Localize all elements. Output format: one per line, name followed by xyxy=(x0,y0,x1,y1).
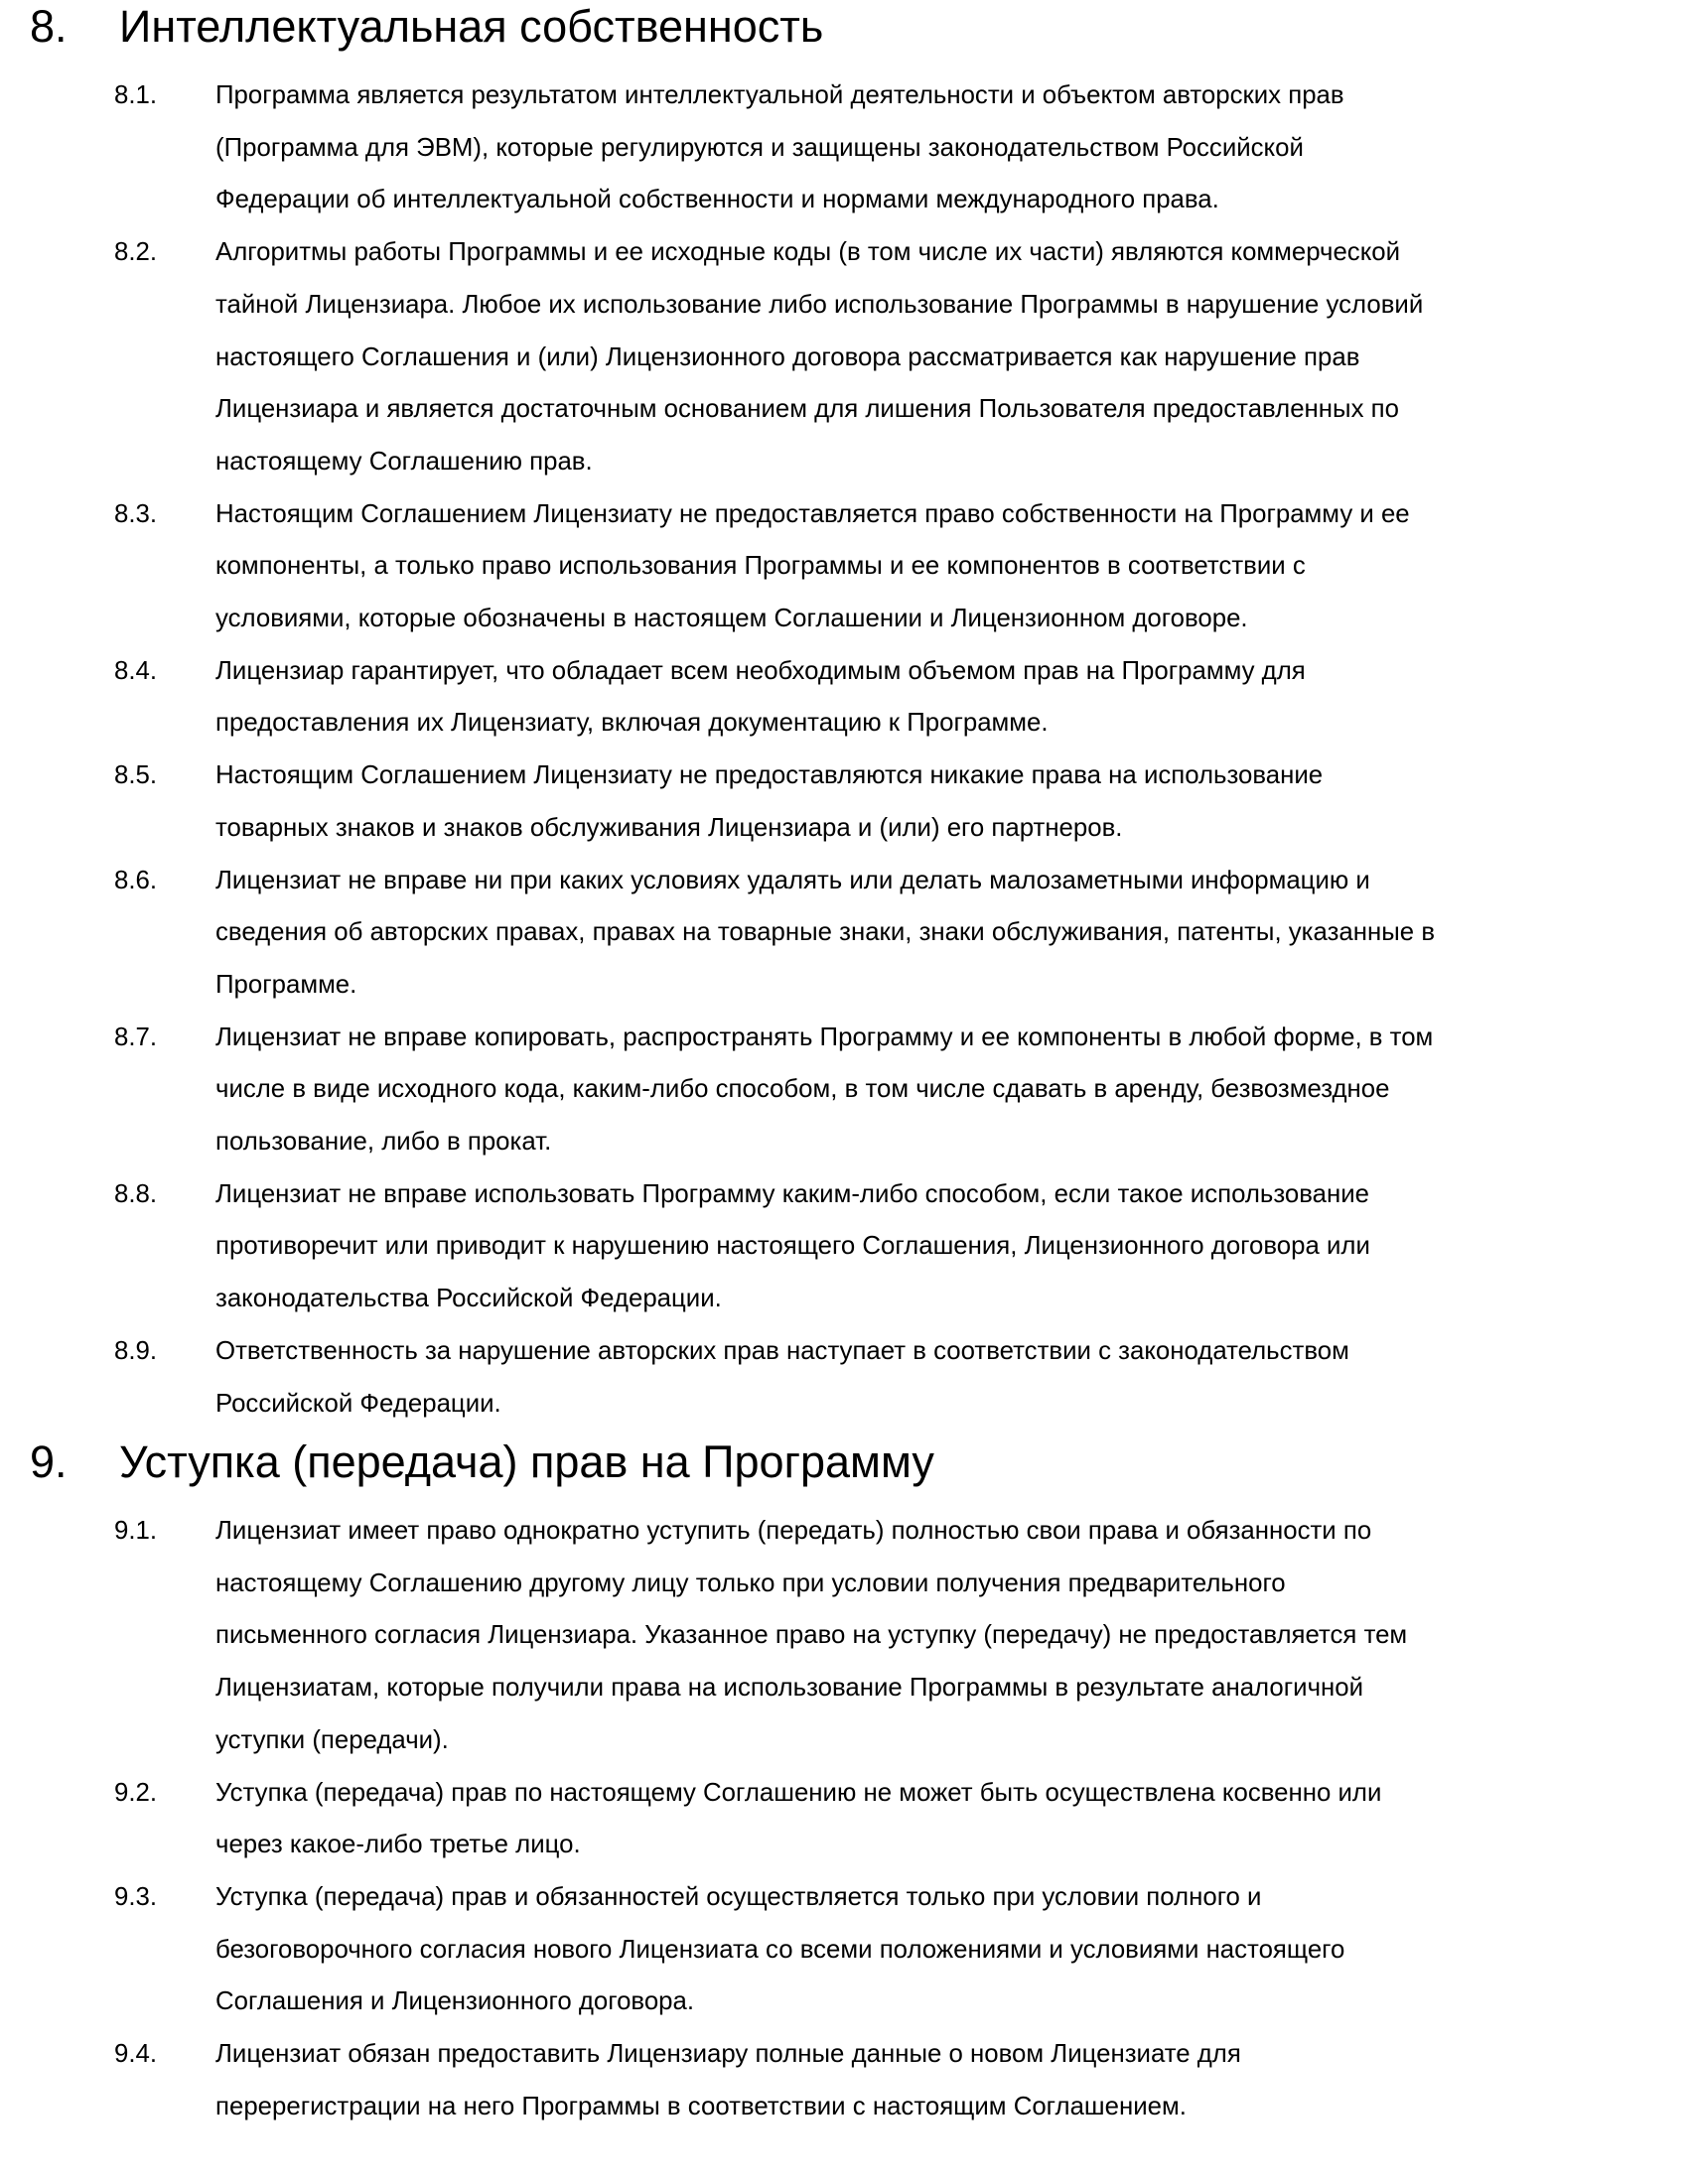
clause-item xyxy=(0,750,1688,854)
clause-item xyxy=(0,488,1688,645)
clause-text-line: настоящего Соглашения и (или) Лицензионного договора рассматривается как нарушение прав xyxy=(215,342,1360,371)
section-assignment-of-rights xyxy=(0,1437,1688,2132)
clause-text-line: Соглашения и Лицензионного договора. xyxy=(215,1987,695,2016)
clause-text xyxy=(215,1505,1688,1767)
clause-text-line: безоговорочного согласия нового Лицензиата со всеми положениями и условиями настоящего xyxy=(215,1935,1345,1964)
clause-item xyxy=(0,1871,1688,2028)
clause-text-line: Лицензиат не вправе ни при каких условиях удалять или делать малозаметными информацию и xyxy=(215,866,1370,894)
clause-text-line: Лицензиат не вправе копировать, распространять Программу и ее компоненты в любой форме, в том xyxy=(215,1023,1434,1051)
section-title: Интеллектуальная собственность xyxy=(119,1,824,52)
clause-list xyxy=(0,69,1688,1430)
clause-list xyxy=(0,1505,1688,2132)
clause-text-line: числе в виде исходного кода, каким-либо способом, в том числе сдавать в аренду, безвозмездное xyxy=(215,1075,1390,1104)
clause-text-line: сведения об авторских правах, правах на товарные знаки, знаки обслуживания, патенты, указанные в xyxy=(215,918,1436,947)
clause-item xyxy=(0,226,1688,488)
clause-text-line: настоящему Соглашению другому лицу только при условии получения предварительного xyxy=(215,1569,1286,1597)
clause-text-line: предоставления их Лицензиату, включая документацию к Программе. xyxy=(215,709,1049,738)
clause-text-line: Настоящим Соглашением Лицензиату не предоставляется право собственности на Программу и ее xyxy=(215,499,1410,528)
clause-number: 9.4. xyxy=(114,2040,158,2069)
clause-text-line: противоречит или приводит к нарушению настоящего Соглашения, Лицензионного договора или xyxy=(215,1232,1370,1261)
clause-text-line: (Программа для ЭВМ), которые регулируются и защищены законодательством Российской xyxy=(215,133,1304,162)
clause-text xyxy=(215,645,1688,750)
clause-number: 8.1. xyxy=(114,81,158,109)
clause-text xyxy=(215,69,1688,226)
clause-text-line: Лицензиат не вправе использовать Программу каким-либо способом, если такое использование xyxy=(215,1179,1369,1208)
clause-item xyxy=(0,69,1688,226)
clause-text xyxy=(215,1871,1688,2028)
clause-number: 8.7. xyxy=(114,1023,158,1051)
clause-text-line: Настоящим Соглашением Лицензиату не предоставляются никакие права на использование xyxy=(215,761,1324,790)
clause-text-line: Программе. xyxy=(215,970,357,999)
clause-item xyxy=(0,1505,1688,1767)
clause-item xyxy=(0,2028,1688,2132)
clause-number: 8.6. xyxy=(114,866,158,894)
clause-item xyxy=(0,1325,1688,1430)
clause-number: 9.2. xyxy=(114,1778,158,1807)
clause-text-line: через какое-либо третье лицо. xyxy=(215,1831,581,1859)
clause-text-line: письменного согласия Лицензиара. Указанное право на уступку (передачу) не предоставляется тем xyxy=(215,1621,1408,1650)
clause-item xyxy=(0,1012,1688,1168)
clause-number: 8.3. xyxy=(114,499,158,528)
section-intellectual-property xyxy=(0,2,1688,1430)
section-title: Уступка (передача) прав на Программу xyxy=(119,1436,934,1487)
clause-text-line: условиями, которые обозначены в настоящем Соглашении и Лицензионном договоре. xyxy=(215,605,1248,633)
section-number: 8. xyxy=(30,1,68,52)
clause-text-line: Программа является результатом интеллектуальной деятельности и объектом авторских прав xyxy=(215,81,1344,109)
clause-text-line: тайной Лицензиара. Любое их использование либо использование Программы в нарушение условий xyxy=(215,290,1424,319)
clause-text-line: законодательства Российской Федерации. xyxy=(215,1285,722,1313)
clause-text xyxy=(215,2028,1688,2132)
section-number: 9. xyxy=(30,1436,68,1487)
section-heading xyxy=(0,2,1688,69)
clause-text-line: Лицензиат имеет право однократно уступить (передать) полностью свои права и обязанности по xyxy=(215,1517,1372,1545)
clause-text-line: Лицензиара и является достаточным основанием для лишения Пользователя предоставленных по xyxy=(215,395,1399,424)
clause-number: 8.5. xyxy=(114,761,158,790)
clause-number: 8.4. xyxy=(114,656,158,685)
section-heading xyxy=(0,1437,1688,1505)
clause-text-line: Федерации об интеллектуальной собственности и нормами международного права. xyxy=(215,186,1219,214)
clause-text-line: Уступка (передача) прав по настоящему Соглашению не может быть осуществлена косвенно или xyxy=(215,1778,1382,1807)
clause-number: 8.2. xyxy=(114,238,158,267)
clause-text xyxy=(215,750,1688,854)
clause-text-line: Лицензиар гарантирует, что обладает всем необходимым объемом прав на Программу для xyxy=(215,656,1306,685)
clause-text xyxy=(215,855,1688,1012)
clause-text xyxy=(215,1168,1688,1325)
clause-number: 8.9. xyxy=(114,1336,158,1365)
clause-text-line: Российской Федерации. xyxy=(215,1389,501,1418)
clause-text-line: настоящему Соглашению прав. xyxy=(215,447,593,476)
clause-text xyxy=(215,1325,1688,1430)
clause-text-line: Уступка (передача) прав и обязанностей осуществляется только при условии полного и xyxy=(215,1882,1262,1911)
clause-text-line: пользование, либо в прокат. xyxy=(215,1128,552,1157)
clause-item xyxy=(0,855,1688,1012)
clause-text-line: уступки (передачи). xyxy=(215,1725,449,1754)
clause-text-line: компоненты, а только право использования Программы и ее компонентов в соответствии с xyxy=(215,552,1306,581)
clause-text-line: Ответственность за нарушение авторских прав наступает в соответствии с законодательством xyxy=(215,1336,1349,1365)
clause-text xyxy=(215,226,1688,488)
clause-text-line: перерегистрации на него Программы в соответствии с настоящим Соглашением. xyxy=(215,2092,1187,2120)
clause-text-line: товарных знаков и знаков обслуживания Лицензиара и (или) его партнеров. xyxy=(215,813,1123,842)
clause-number: 8.8. xyxy=(114,1179,158,1208)
clause-item xyxy=(0,645,1688,750)
clause-item xyxy=(0,1168,1688,1325)
clause-text xyxy=(215,1012,1688,1168)
clause-text xyxy=(215,488,1688,645)
clause-text-line: Алгоритмы работы Программы и ее исходные коды (в том числе их части) являются коммерческой xyxy=(215,238,1401,267)
clause-text-line: Лицензиатам, которые получили права на использование Программы в результате аналогичной xyxy=(215,1674,1364,1703)
clause-item xyxy=(0,1767,1688,1871)
clause-text xyxy=(215,1767,1688,1871)
clause-text-line: Лицензиат обязан предоставить Лицензиару полные данные о новом Лицензиате для xyxy=(215,2040,1241,2069)
clause-number: 9.1. xyxy=(114,1517,158,1545)
clause-number: 9.3. xyxy=(114,1882,158,1911)
